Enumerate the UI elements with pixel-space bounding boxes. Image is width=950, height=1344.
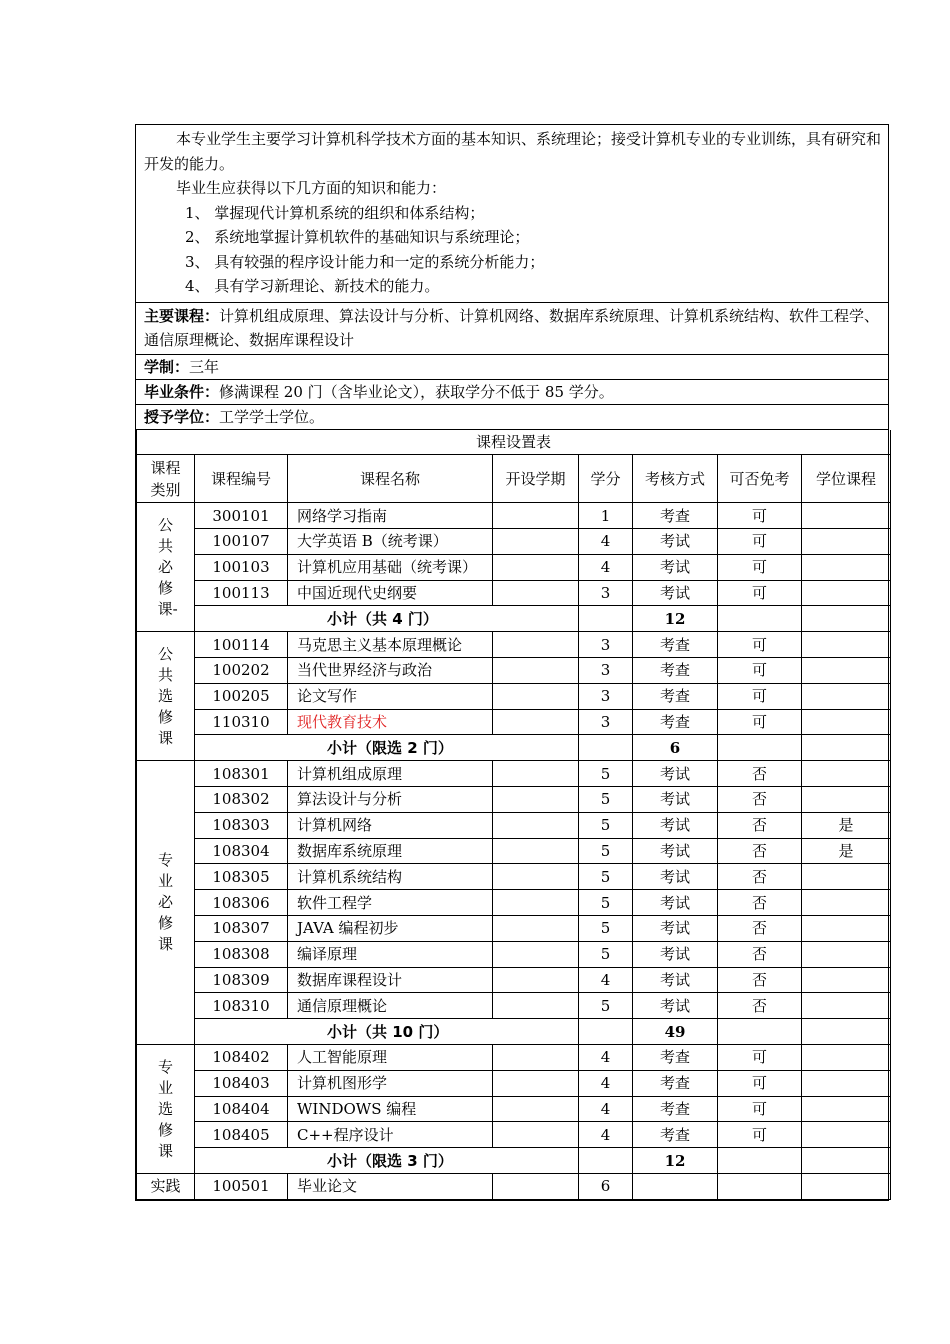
subtotal-exempt bbox=[802, 606, 891, 632]
course-name: 大学英语 B（统考课） bbox=[288, 529, 493, 555]
course-exempt: 可 bbox=[718, 1122, 802, 1148]
course-term bbox=[493, 632, 579, 658]
course-exempt: 否 bbox=[718, 967, 802, 993]
course-degree bbox=[802, 916, 891, 942]
course-exam: 考试 bbox=[633, 838, 718, 864]
course-term bbox=[493, 1045, 579, 1071]
course-exam bbox=[633, 1174, 718, 1200]
graduation-label: 毕业条件： bbox=[144, 382, 220, 401]
subtotal-term bbox=[579, 606, 633, 632]
course-exempt: 可 bbox=[718, 580, 802, 606]
course-code: 108405 bbox=[195, 1122, 288, 1148]
header-credit: 学分 bbox=[579, 455, 633, 503]
course-credit: 5 bbox=[579, 864, 633, 890]
subtotal-exempt bbox=[802, 1148, 891, 1174]
course-code: 108301 bbox=[195, 761, 288, 787]
course-table-box bbox=[135, 429, 889, 1201]
course-degree bbox=[802, 1122, 891, 1148]
main-courses-label: 主要课程： bbox=[144, 306, 220, 325]
course-name: 论文写作 bbox=[288, 683, 493, 709]
course-exempt: 否 bbox=[718, 993, 802, 1019]
table-row bbox=[137, 709, 891, 735]
intro-section bbox=[135, 124, 889, 302]
table-row bbox=[137, 761, 891, 787]
table-row bbox=[137, 916, 891, 942]
category-cell bbox=[137, 632, 195, 761]
course-code: 110310 bbox=[195, 709, 288, 735]
course-credit: 3 bbox=[579, 658, 633, 684]
subtotal-term bbox=[579, 1148, 633, 1174]
table-title: 课程设置表 bbox=[137, 430, 891, 455]
course-degree: 是 bbox=[802, 838, 891, 864]
subtotal-label: 小计（共 10 门） bbox=[195, 1019, 579, 1045]
course-exam: 考试 bbox=[633, 761, 718, 787]
course-term bbox=[493, 1174, 579, 1200]
course-degree bbox=[802, 554, 891, 580]
course-degree bbox=[802, 1174, 891, 1200]
header-name: 课程名称 bbox=[288, 455, 493, 503]
subtotal-exam bbox=[718, 1148, 802, 1174]
course-exempt: 可 bbox=[718, 709, 802, 735]
subtotal-label: 小计（限选 3 门） bbox=[195, 1148, 579, 1174]
course-credit: 4 bbox=[579, 1122, 633, 1148]
course-exempt: 可 bbox=[718, 1070, 802, 1096]
course-table-body bbox=[137, 430, 891, 1200]
course-term bbox=[493, 580, 579, 606]
course-exempt: 否 bbox=[718, 761, 802, 787]
course-credit: 4 bbox=[579, 1045, 633, 1071]
course-degree: 是 bbox=[802, 812, 891, 838]
course-exempt: 可 bbox=[718, 683, 802, 709]
course-name: 计算机组成原理 bbox=[288, 761, 493, 787]
table-row bbox=[137, 1122, 891, 1148]
abilities-heading: 毕业生应获得以下几方面的知识和能力： bbox=[176, 179, 447, 197]
course-code: 100103 bbox=[195, 554, 288, 580]
course-name: 当代世界经济与政治 bbox=[288, 658, 493, 684]
course-exam: 考试 bbox=[633, 916, 718, 942]
course-credit: 5 bbox=[579, 838, 633, 864]
category-cell bbox=[137, 761, 195, 1045]
course-credit: 4 bbox=[579, 1070, 633, 1096]
table-row bbox=[137, 1070, 891, 1096]
course-exempt: 可 bbox=[718, 632, 802, 658]
duration-row bbox=[135, 354, 889, 379]
course-name: C++程序设计 bbox=[288, 1122, 493, 1148]
course-code: 100107 bbox=[195, 529, 288, 555]
course-degree bbox=[802, 967, 891, 993]
course-degree bbox=[802, 503, 891, 529]
course-table bbox=[136, 430, 891, 1200]
course-exempt: 可 bbox=[718, 503, 802, 529]
subtotal-credit: 49 bbox=[633, 1019, 718, 1045]
course-exam: 考查 bbox=[633, 632, 718, 658]
course-name: 马克思主义基本原理概论 bbox=[288, 632, 493, 658]
course-exempt: 可 bbox=[718, 1045, 802, 1071]
main-courses-text: 计算机组成原理、算法设计与分析、计算机网络、数据库系统原理、计算机系统结构、软件工程学、通信原理概论、数据库课程设计 bbox=[144, 306, 880, 349]
course-term bbox=[493, 967, 579, 993]
course-name: 计算机应用基础（统考课） bbox=[288, 554, 493, 580]
course-exempt: 可 bbox=[718, 529, 802, 555]
course-exam: 考查 bbox=[633, 1045, 718, 1071]
table-row bbox=[137, 658, 891, 684]
course-credit: 4 bbox=[579, 554, 633, 580]
course-degree bbox=[802, 632, 891, 658]
degree-text: 工学学士学位。 bbox=[219, 407, 325, 426]
degree-label: 授予学位： bbox=[144, 407, 220, 426]
header-exempt: 可否免考 bbox=[718, 455, 802, 503]
course-credit: 5 bbox=[579, 787, 633, 813]
course-exam: 考查 bbox=[633, 1070, 718, 1096]
graduation-text: 修满课程 20 门（含毕业论文），获取学分不低于 85 学分。 bbox=[219, 382, 614, 401]
table-row bbox=[137, 1096, 891, 1122]
course-degree bbox=[802, 864, 891, 890]
course-exam: 考试 bbox=[633, 812, 718, 838]
subtotal-exam bbox=[718, 1019, 802, 1045]
course-code: 108305 bbox=[195, 864, 288, 890]
table-row bbox=[137, 580, 891, 606]
course-credit: 5 bbox=[579, 941, 633, 967]
category-label: 专业必修课 bbox=[157, 851, 173, 954]
course-name: JAVA 编程初步 bbox=[288, 916, 493, 942]
course-credit: 4 bbox=[579, 529, 633, 555]
header-code: 课程编号 bbox=[195, 455, 288, 503]
course-term bbox=[493, 1122, 579, 1148]
intro-paragraph: 本专业学生主要学习计算机科学技术方面的基本知识、系统理论；接受计算机专业的专业训练，具有研究和开发的能力。 bbox=[144, 130, 882, 173]
course-credit: 3 bbox=[579, 683, 633, 709]
course-name: 人工智能原理 bbox=[288, 1045, 493, 1071]
table-row bbox=[137, 993, 891, 1019]
duration-text: 三年 bbox=[189, 357, 220, 376]
course-credit: 3 bbox=[579, 632, 633, 658]
course-exam: 考试 bbox=[633, 864, 718, 890]
header-exam: 考核方式 bbox=[633, 455, 718, 503]
course-term bbox=[493, 812, 579, 838]
course-name: 算法设计与分析 bbox=[288, 787, 493, 813]
course-exam: 考试 bbox=[633, 554, 718, 580]
course-code: 100113 bbox=[195, 580, 288, 606]
course-code: 108309 bbox=[195, 967, 288, 993]
course-exempt: 可 bbox=[718, 1096, 802, 1122]
course-exam: 考查 bbox=[633, 1096, 718, 1122]
course-exempt: 可 bbox=[718, 658, 802, 684]
subtotal-row bbox=[137, 1019, 891, 1045]
course-degree bbox=[802, 761, 891, 787]
course-degree bbox=[802, 1096, 891, 1122]
subtotal-credit: 12 bbox=[633, 606, 718, 632]
course-degree bbox=[802, 1045, 891, 1071]
course-credit: 6 bbox=[579, 1174, 633, 1200]
course-exempt: 否 bbox=[718, 916, 802, 942]
course-code: 108306 bbox=[195, 890, 288, 916]
course-degree bbox=[802, 658, 891, 684]
table-row bbox=[137, 967, 891, 993]
subtotal-row bbox=[137, 735, 891, 761]
course-credit: 5 bbox=[579, 993, 633, 1019]
table-row bbox=[137, 503, 891, 529]
header-category: 课程类别 bbox=[137, 455, 195, 503]
subtotal-exempt bbox=[802, 735, 891, 761]
table-row bbox=[137, 529, 891, 555]
course-code: 100205 bbox=[195, 683, 288, 709]
course-degree bbox=[802, 529, 891, 555]
course-term bbox=[493, 658, 579, 684]
main-courses-row bbox=[135, 302, 889, 354]
course-term bbox=[493, 941, 579, 967]
ability-item: 2、 系统地掌握计算机软件的基础知识与系统理论； bbox=[185, 228, 530, 246]
course-code: 108404 bbox=[195, 1096, 288, 1122]
subtotal-credit: 6 bbox=[633, 735, 718, 761]
course-credit: 5 bbox=[579, 812, 633, 838]
course-exempt: 否 bbox=[718, 787, 802, 813]
course-exempt: 否 bbox=[718, 890, 802, 916]
course-exempt: 否 bbox=[718, 838, 802, 864]
ability-item: 1、 掌握现代计算机系统的组织和体系结构； bbox=[185, 203, 485, 222]
course-exam: 考查 bbox=[633, 658, 718, 684]
practice-row bbox=[137, 1174, 891, 1200]
table-row bbox=[137, 554, 891, 580]
subtotal-exam bbox=[718, 606, 802, 632]
table-header-row bbox=[137, 455, 891, 503]
course-code: 108310 bbox=[195, 993, 288, 1019]
course-exam: 考试 bbox=[633, 580, 718, 606]
course-name: 编译原理 bbox=[288, 941, 493, 967]
course-code: 100202 bbox=[195, 658, 288, 684]
course-code: 108303 bbox=[195, 812, 288, 838]
table-row bbox=[137, 838, 891, 864]
subtotal-term bbox=[579, 735, 633, 761]
duration-label: 学制： bbox=[144, 357, 190, 376]
course-code: 300101 bbox=[195, 503, 288, 529]
course-term bbox=[493, 761, 579, 787]
course-exam: 考试 bbox=[633, 993, 718, 1019]
course-degree bbox=[802, 993, 891, 1019]
category-label: 公共选修课 bbox=[157, 644, 173, 747]
course-name: 毕业论文 bbox=[288, 1174, 493, 1200]
course-credit: 4 bbox=[579, 967, 633, 993]
course-term bbox=[493, 838, 579, 864]
course-term bbox=[493, 529, 579, 555]
course-degree bbox=[802, 890, 891, 916]
course-code: 108308 bbox=[195, 941, 288, 967]
ability-item: 4、 具有学习新理论、新技术的能力。 bbox=[185, 277, 440, 295]
category-cell bbox=[137, 1045, 195, 1174]
course-exam: 考查 bbox=[633, 1122, 718, 1148]
course-exam: 考试 bbox=[633, 890, 718, 916]
course-term bbox=[493, 1096, 579, 1122]
course-degree bbox=[802, 683, 891, 709]
course-name: WINDOWS 编程 bbox=[288, 1096, 493, 1122]
course-exam: 考查 bbox=[633, 503, 718, 529]
header-term: 开设学期 bbox=[493, 455, 579, 503]
course-code: 108307 bbox=[195, 916, 288, 942]
course-degree bbox=[802, 1070, 891, 1096]
course-exam: 考试 bbox=[633, 941, 718, 967]
subtotal-label: 小计（共 4 门） bbox=[195, 606, 579, 632]
course-credit: 5 bbox=[579, 916, 633, 942]
course-exempt: 否 bbox=[718, 864, 802, 890]
category-label: 专业选修课 bbox=[157, 1057, 173, 1160]
ability-item: 3、 具有较强的程序设计能力和一定的系统分析能力； bbox=[185, 252, 545, 271]
course-degree bbox=[802, 787, 891, 813]
table-row bbox=[137, 812, 891, 838]
table-row bbox=[137, 864, 891, 890]
course-credit: 3 bbox=[579, 580, 633, 606]
course-name: 网络学习指南 bbox=[288, 503, 493, 529]
table-row bbox=[137, 632, 891, 658]
course-code: 100501 bbox=[195, 1174, 288, 1200]
course-degree bbox=[802, 580, 891, 606]
course-credit: 4 bbox=[579, 1096, 633, 1122]
course-name: 现代教育技术 bbox=[288, 709, 493, 735]
course-credit: 3 bbox=[579, 709, 633, 735]
course-credit: 5 bbox=[579, 761, 633, 787]
course-code: 108403 bbox=[195, 1070, 288, 1096]
course-term bbox=[493, 864, 579, 890]
degree-row bbox=[135, 404, 889, 429]
table-row bbox=[137, 1045, 891, 1071]
course-code: 108402 bbox=[195, 1045, 288, 1071]
course-term bbox=[493, 787, 579, 813]
course-term bbox=[493, 890, 579, 916]
table-row bbox=[137, 787, 891, 813]
header-degree: 学位课程 bbox=[802, 455, 891, 503]
course-exam: 考查 bbox=[633, 683, 718, 709]
subtotal-row bbox=[137, 606, 891, 632]
course-term bbox=[493, 554, 579, 580]
course-code: 108302 bbox=[195, 787, 288, 813]
table-row bbox=[137, 683, 891, 709]
subtotal-label: 小计（限选 2 门） bbox=[195, 735, 579, 761]
course-code: 108304 bbox=[195, 838, 288, 864]
course-name: 中国近现代史纲要 bbox=[288, 580, 493, 606]
course-name: 计算机网络 bbox=[288, 812, 493, 838]
course-exam: 考查 bbox=[633, 709, 718, 735]
subtotal-exempt bbox=[802, 1019, 891, 1045]
course-name: 计算机图形学 bbox=[288, 1070, 493, 1096]
table-row bbox=[137, 890, 891, 916]
category-label: 公共必修课- bbox=[157, 515, 178, 618]
subtotal-credit: 12 bbox=[633, 1148, 718, 1174]
course-degree bbox=[802, 709, 891, 735]
course-name: 数据库系统原理 bbox=[288, 838, 493, 864]
course-term bbox=[493, 916, 579, 942]
course-term bbox=[493, 993, 579, 1019]
table-row bbox=[137, 941, 891, 967]
graduation-row bbox=[135, 379, 889, 404]
course-exempt: 否 bbox=[718, 941, 802, 967]
course-exam: 考试 bbox=[633, 787, 718, 813]
course-exempt bbox=[718, 1174, 802, 1200]
course-code: 100114 bbox=[195, 632, 288, 658]
course-name: 软件工程学 bbox=[288, 890, 493, 916]
program-document bbox=[135, 124, 889, 1201]
category-cell bbox=[137, 503, 195, 632]
course-term bbox=[493, 1070, 579, 1096]
course-exempt: 可 bbox=[718, 554, 802, 580]
course-term bbox=[493, 709, 579, 735]
subtotal-term bbox=[579, 1019, 633, 1045]
course-credit: 1 bbox=[579, 503, 633, 529]
table-title-row bbox=[137, 430, 891, 455]
course-degree bbox=[802, 941, 891, 967]
course-term bbox=[493, 503, 579, 529]
course-name: 数据库课程设计 bbox=[288, 967, 493, 993]
practice-category: 实践 bbox=[137, 1174, 195, 1200]
subtotal-row bbox=[137, 1148, 891, 1174]
course-credit: 5 bbox=[579, 890, 633, 916]
course-exempt: 否 bbox=[718, 812, 802, 838]
course-name: 通信原理概论 bbox=[288, 993, 493, 1019]
course-exam: 考试 bbox=[633, 529, 718, 555]
subtotal-exam bbox=[718, 735, 802, 761]
course-name: 计算机系统结构 bbox=[288, 864, 493, 890]
course-exam: 考试 bbox=[633, 967, 718, 993]
course-term bbox=[493, 683, 579, 709]
